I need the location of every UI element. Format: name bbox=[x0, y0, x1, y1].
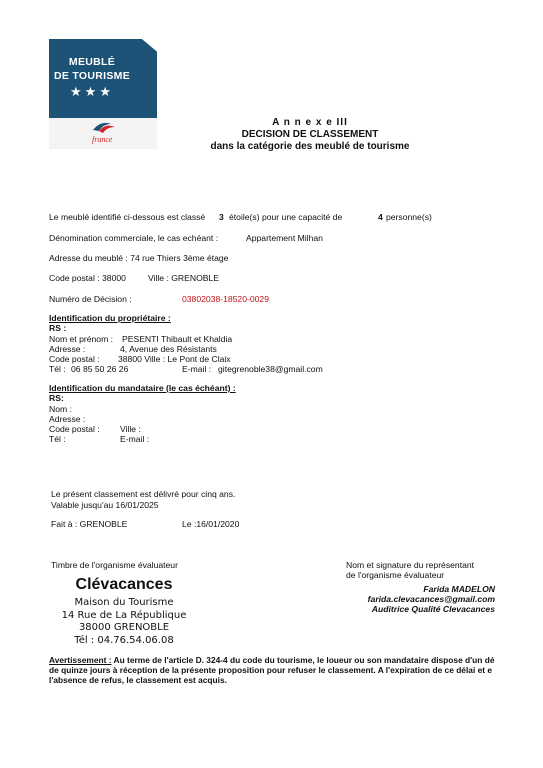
meuble-de-tourisme-logo bbox=[49, 39, 157, 149]
mandataire-adresse: Adresse : bbox=[49, 414, 86, 424]
decision-label: Numéro de Décision : bbox=[49, 294, 132, 304]
logo-footer bbox=[49, 118, 157, 149]
validite-line2: Valable jusqu'au 16/01/2025 bbox=[51, 500, 159, 510]
decision-number: 03802038-18520-0029 bbox=[182, 294, 269, 304]
proprietaire-nom-label: Nom et prénom : bbox=[49, 334, 113, 344]
annex-title: A n n e x e III bbox=[272, 117, 348, 128]
organisme-name: Clévacances bbox=[75, 576, 173, 593]
validite-line1: Le présent classement est délivré pour cinq ans. bbox=[51, 489, 236, 499]
avertissement-block bbox=[49, 655, 543, 685]
logo-line2: DE TOURISME bbox=[53, 70, 131, 82]
proprietaire-tel-label: Tél : bbox=[49, 364, 66, 374]
classement-middle: étoile(s) pour une capacité de bbox=[229, 212, 343, 222]
france-brand-icon bbox=[49, 118, 157, 149]
decision-title: DECISION DE CLASSEMENT bbox=[241, 129, 379, 140]
timbre-label: Timbre de l'organisme évaluateur bbox=[51, 560, 178, 570]
avertissement-line2: de quinze jours à réception de la présente proposition pour refuser le classement. A l'expiration de ce délai et e bbox=[49, 665, 493, 675]
classement-prefix: Le meublé identifié ci-dessous est classé bbox=[49, 212, 206, 222]
signature-label1: Nom et signature du représentant bbox=[346, 560, 475, 570]
proprietaire-adresse-label: Adresse : bbox=[49, 344, 86, 354]
denomination-value: Appartement Milhan bbox=[246, 233, 323, 243]
code-postal: Code postal : 38000 bbox=[49, 273, 126, 283]
organisme-line4: Tél : 04.76.54.06.08 bbox=[74, 635, 174, 646]
fait-lieu: Fait à : GRENOBLE bbox=[51, 519, 128, 529]
proprietaire-heading: Identification du propriétaire : bbox=[49, 313, 171, 323]
signature-label2: de l'organisme évaluateur bbox=[346, 570, 445, 580]
proprietaire-cp-value: 38800 Ville : Le Pont de Claix bbox=[118, 354, 231, 364]
denomination-label: Dénomination commerciale, le cas echéant : bbox=[49, 233, 219, 243]
proprietaire-adresse-value: 4, Avenue des Résistants bbox=[120, 344, 217, 354]
mandataire-nom: Nom : bbox=[49, 404, 72, 414]
signature-title: Auditrice Qualité Clevacances bbox=[371, 604, 495, 614]
mandataire-ville: Ville : bbox=[120, 424, 141, 434]
avertissement-label: Avertissement : bbox=[49, 655, 112, 665]
ville: Ville : GRENOBLE bbox=[148, 273, 220, 283]
mandataire-cp: Code postal : bbox=[49, 424, 100, 434]
organisme-line2: 14 Rue de La République bbox=[61, 610, 187, 621]
proprietaire-cp-label: Code postal : bbox=[49, 354, 100, 364]
classement-capacity: 4 bbox=[378, 212, 383, 222]
mandataire-email: E-mail : bbox=[120, 434, 150, 444]
avertissement-line3: l'absence de refus, le classement est acquis. bbox=[49, 675, 227, 685]
proprietaire-tel-value: 06 85 50 26 26 bbox=[71, 364, 129, 374]
organisme-line1: Maison du Tourisme bbox=[74, 597, 174, 608]
mandataire-rs: RS: bbox=[49, 393, 64, 403]
category-title: dans la catégorie des meublé de tourisme bbox=[210, 141, 410, 152]
fait-date: Le :16/01/2020 bbox=[182, 519, 240, 529]
logo-line1: MEUBLÉ bbox=[68, 56, 116, 68]
avertissement-line1: Au terme de l'article D. 324-4 du code du tourisme, le loueur ou son mandataire dispose d'un dé bbox=[113, 655, 495, 665]
mandataire-tel: Tél : bbox=[49, 434, 66, 444]
organisme-line3: 38000 GRENOBLE bbox=[78, 622, 170, 633]
logo-brand-text: france bbox=[92, 135, 113, 144]
proprietaire-email-value: gitegrenoble38@gmail.com bbox=[218, 364, 323, 374]
classement-stars: 3 bbox=[219, 212, 224, 222]
adresse-meuble: Adresse du meublé : 74 rue Thiers 3ème étage bbox=[49, 253, 229, 263]
signature-email: farida.clevacances@gmail.com bbox=[367, 594, 495, 604]
classement-suffix: personne(s) bbox=[386, 212, 432, 222]
proprietaire-email-label: E-mail : bbox=[182, 364, 212, 374]
proprietaire-rs: RS : bbox=[49, 323, 67, 333]
mandataire-heading: Identification du mandataire (le cas échéant) : bbox=[49, 383, 236, 393]
logo-stars: ★★★ bbox=[70, 84, 114, 99]
proprietaire-nom-value: PESENTI Thibault et Khaldia bbox=[122, 334, 233, 344]
signature-name: Farida MADELON bbox=[423, 584, 495, 594]
